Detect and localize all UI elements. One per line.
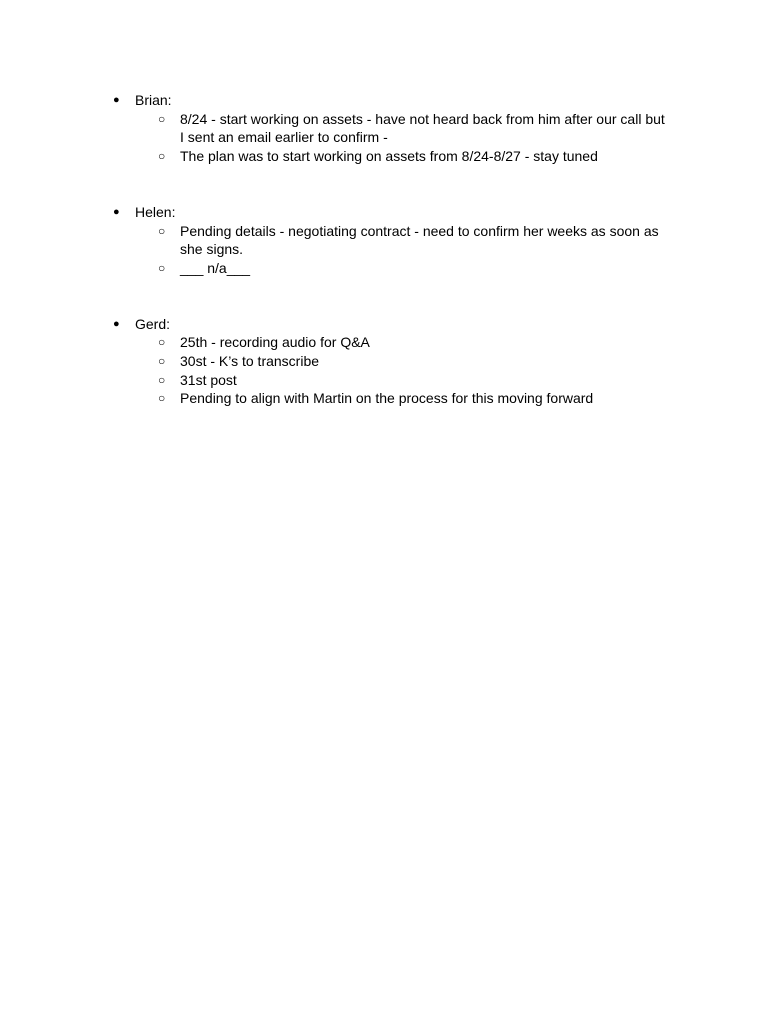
hollow-bullet-icon: ○ bbox=[158, 391, 166, 406]
list-item-helen bbox=[0, 203, 768, 278]
sub-item-text: 30st - K’s to transcribe bbox=[180, 353, 320, 370]
sub-item-text: The plan was to start working on assets from 8/24-8/27 - stay tuned bbox=[180, 148, 598, 165]
sub-item-text: 8/24 - start working on assets - have not heard back from him after our call but I sent an email earlier to confirm - bbox=[180, 110, 665, 146]
section-heading: Brian: bbox=[135, 92, 172, 108]
sub-list-item bbox=[135, 110, 670, 147]
sub-list-item bbox=[135, 222, 670, 259]
hollow-bullet-icon: ○ bbox=[158, 335, 166, 350]
sub-list-item bbox=[135, 333, 670, 352]
hollow-bullet-icon: ○ bbox=[158, 223, 166, 238]
section-heading: Gerd: bbox=[135, 315, 171, 332]
sub-list-item bbox=[135, 389, 670, 408]
sub-list-item bbox=[135, 371, 670, 390]
hollow-bullet-icon: ○ bbox=[158, 354, 166, 369]
sub-list-item bbox=[135, 259, 670, 278]
sub-list-item bbox=[135, 147, 670, 166]
sub-list bbox=[135, 110, 768, 166]
bullet-icon: ● bbox=[113, 94, 120, 106]
hollow-bullet-icon: ○ bbox=[158, 111, 166, 126]
hollow-bullet-icon: ○ bbox=[158, 372, 166, 387]
sub-item-text: Pending to align with Martin on the process for this moving forward bbox=[180, 390, 594, 407]
sub-item-text: 31st post bbox=[180, 371, 237, 388]
hollow-bullet-icon: ○ bbox=[158, 260, 166, 275]
sub-list bbox=[135, 222, 768, 278]
bullet-icon: ● bbox=[113, 205, 120, 218]
list-item-gerd bbox=[0, 315, 768, 409]
sub-list-item bbox=[135, 352, 670, 371]
list-item-brian bbox=[0, 91, 768, 166]
sub-item-text: Pending details - negotiating contract - need to confirm her weeks as soon as she signs. bbox=[180, 222, 659, 258]
sub-item-text: ___ n/a___ bbox=[180, 259, 251, 276]
sub-item-text: 25th - recording audio for Q&A bbox=[180, 334, 370, 351]
bullet-icon: ● bbox=[113, 317, 120, 330]
notes-list bbox=[0, 91, 768, 408]
hollow-bullet-icon: ○ bbox=[158, 149, 166, 164]
section-heading: Helen: bbox=[135, 203, 176, 220]
sub-list bbox=[135, 333, 768, 408]
